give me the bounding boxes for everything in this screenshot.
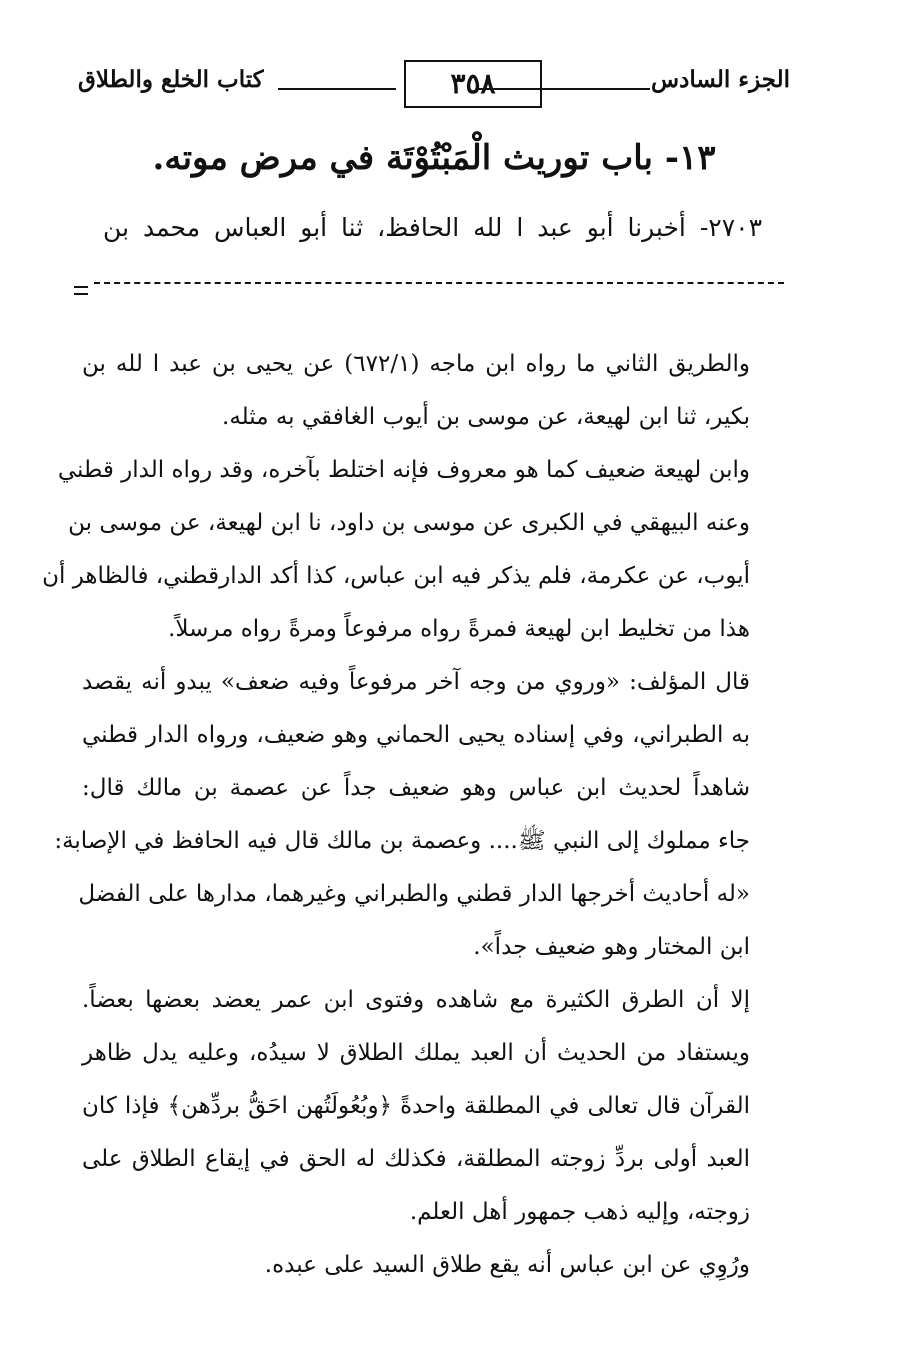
footnote-line: به الطبراني، وفي إسناده يحيى الحماني وهو ضعيف، ورواه الدار قطني <box>82 722 750 748</box>
page-number: ٣٥٨ <box>404 60 542 108</box>
book-title: كتاب الخلع والطلاق <box>78 66 264 93</box>
main-text-line: ٢٧٠٣- أخبرنا أبو عبد ا لله الحافظ، ثنا أبو العباس محمد بن <box>103 213 762 242</box>
footnote-line: جاء مملوك إلى النبي ﷺ.... وعصمة بن مالك قال فيه الحافظ في الإصابة: <box>54 828 750 854</box>
footnote-line: وعنه البيهقي في الكبرى عن موسى بن داود، نا ابن لهيعة، عن موسى بن <box>68 510 750 536</box>
footnote-line: هذا من تخليط ابن لهيعة فمرةً رواه مرفوعاً ومرةً رواه مرسلاً. <box>168 616 750 642</box>
footnote-line: العبد أولى بردِّ زوجته المطلقة، فكذلك له الحق في إيقاع الطلاق على <box>82 1146 750 1172</box>
footnotes-block <box>42 338 751 1292</box>
running-header <box>78 60 790 108</box>
volume-label: الجزء السادس <box>651 66 790 93</box>
footnote-line: ويستفاد من الحديث أن العبد يملك الطلاق لا سيدُه، وعليه يدل ظاهر <box>82 1040 750 1066</box>
footnote-line: ورُوِي عن ابن عباس أنه يقع طلاق السيد على عبده. <box>264 1252 750 1278</box>
continuation-mark <box>74 286 88 300</box>
footnote-line: القرآن قال تعالى في المطلقة واحدةً ﴿وبُعُولَتُهن احَقُّ بردِّهن﴾ فإذا كان <box>82 1093 750 1119</box>
footnote-separator <box>94 282 784 284</box>
footnote-line: «له أحاديث أخرجها الدار قطني والطبراني وغيرهما، مدارها على الفضل <box>78 881 750 907</box>
footnote-line: إلا أن الطرق الكثيرة مع شاهده وفتوى ابن عمر يعضد بعضها بعضاً. <box>82 987 750 1013</box>
chapter-title: ١٣- باب توريث الْمَبْتُوْتَة في مرض موته. <box>152 138 716 178</box>
footnote-line: وابن لهيعة ضعيف كما هو معروف فإنه اختلط بآخره، وقد رواه الدار قطني <box>57 457 750 483</box>
footnote-line: بكير، ثنا ابن لهيعة، عن موسى بن أيوب الغافقي به مثله. <box>222 404 750 430</box>
footnote-line: زوجته، وإليه ذهب جمهور أهل العلم. <box>409 1199 750 1225</box>
footnote-line: والطريق الثاني ما رواه ابن ماجه (٦٧٢/١) عن يحيى بن عبد ا لله بن <box>82 351 751 377</box>
footnote-line: قال المؤلف: «وروي من وجه آخر مرفوعاً وفيه ضعف» يبدو أنه يقصد <box>82 669 750 695</box>
header-rule-left <box>278 88 396 90</box>
footnote-line: شاهداً لحديث ابن عباس وهو ضعيف جداً عن عصمة بن مالك قال: <box>82 775 750 801</box>
footnote-line: أيوب، عن عكرمة، فلم يذكر فيه ابن عباس، كذا أكد الدارقطني، فالظاهر أن <box>42 563 750 589</box>
footnote-line: ابن المختار وهو ضعيف جداً». <box>473 934 750 960</box>
